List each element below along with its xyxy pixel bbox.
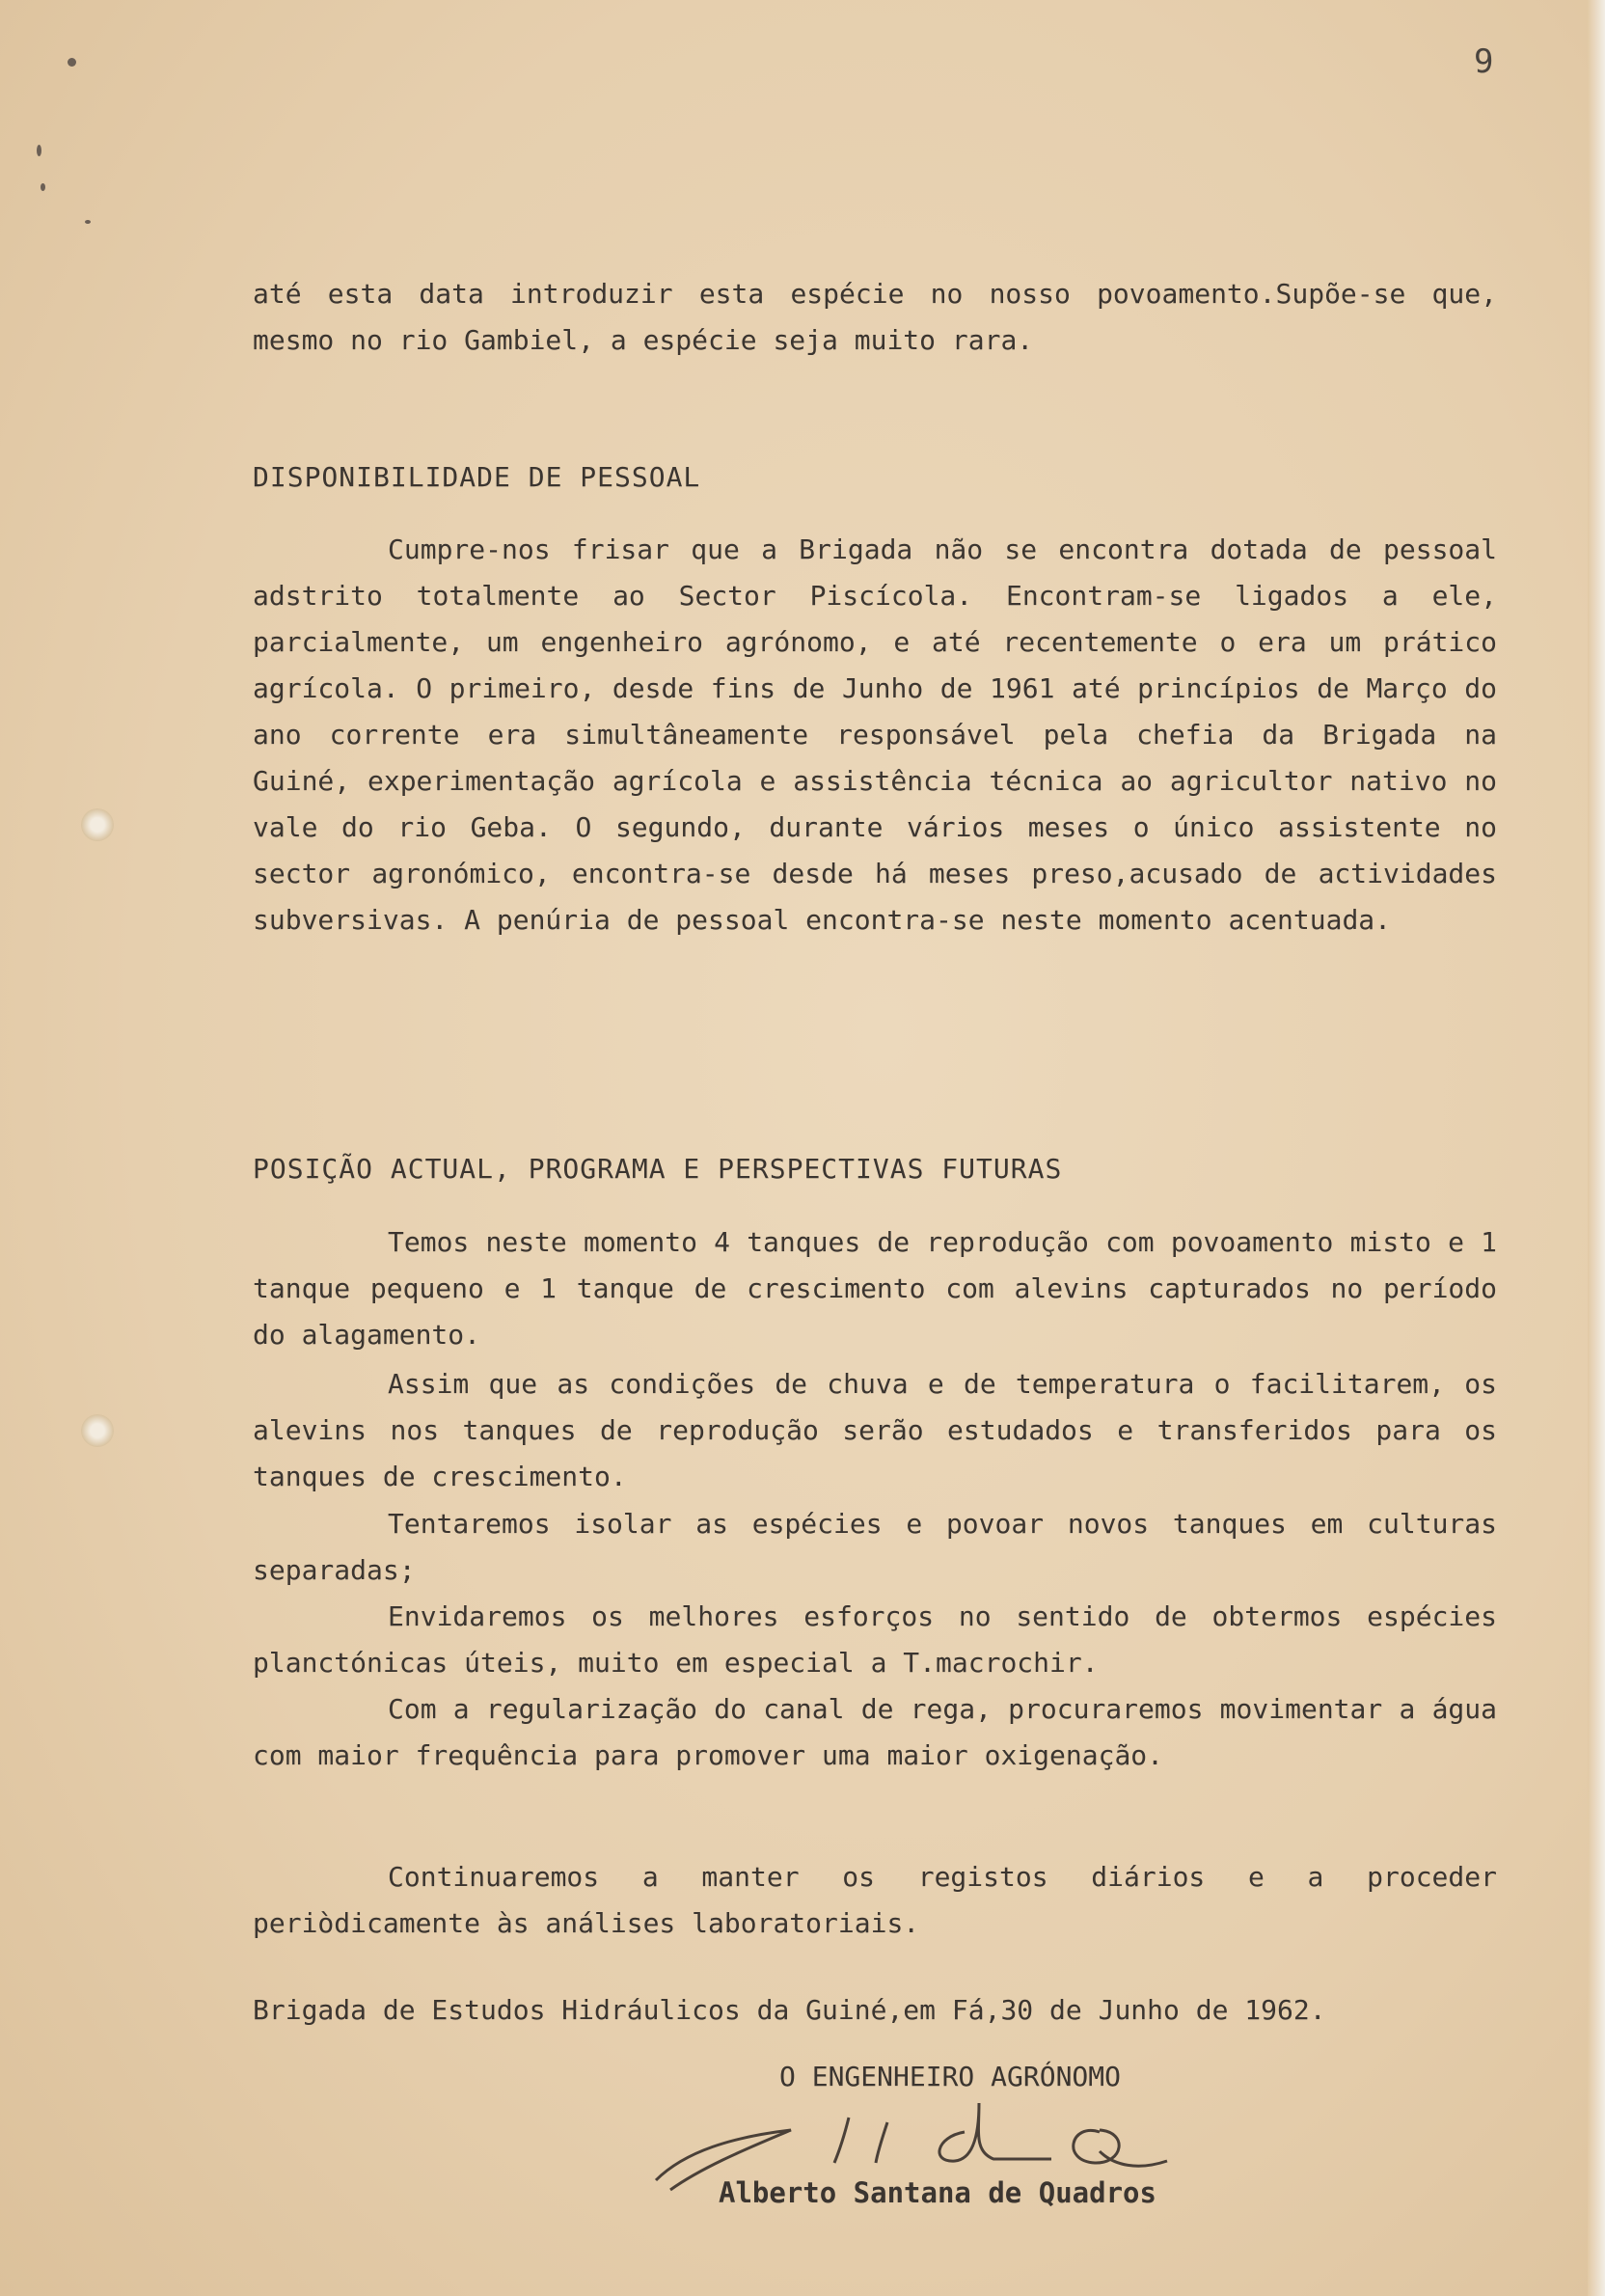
position-paragraph-5: Com a regularização do canal de rega, procuraremos movimentar a água com maior frequência para promover uma maior oxigenação. — [253, 1693, 1497, 1771]
section-heading-position: POSIÇÃO ACTUAL, PROGRAMA E PERSPECTIVAS FUTURAS — [253, 1153, 1063, 1185]
ink-speck — [85, 220, 91, 224]
signatory-title: O ENGENHEIRO AGRÓNOMO — [779, 2061, 1122, 2092]
paper-edge — [1588, 0, 1605, 2296]
position-paragraph-2: Assim que as condições de chuva e de temperatura o facilitarem, os alevins nos tanques de reprodução serão estudados e transferidos para os tanques de crescimento. — [253, 1368, 1497, 1492]
position-paragraph-1: Temos neste momento 4 tanques de reprodução com povoamento misto e 1 tanque pequeno e 1 tanque de crescimento com alevins capturados no período do alagamento. — [253, 1226, 1497, 1351]
page-number: 9 — [1474, 42, 1494, 81]
position-paragraph-4: Envidaremos os melhores esforços no sentido de obtermos espécies planctónicas úteis, muito em especial a T.macrochir. — [253, 1600, 1497, 1679]
punch-hole-top — [81, 808, 114, 841]
intro-paragraph: até esta data introduzir esta espécie no nosso povoamento.Supõe-se que, mesmo no rio Gambiel, a espécie seja muito rara. — [253, 278, 1497, 356]
position-paragraph-6: Continuaremos a manter os registos diários e a proceder periòdicamente às análises laboratoriais. — [253, 1861, 1497, 1939]
personnel-paragraph: Cumpre-nos frisar que a Brigada não se encontra dotada de pessoal adstrito totalmente ao Sector Piscícola. Encontram-se ligados a ele, parcialmente, um engenheiro agrónomo, e até recentemente o era um prático agrícola. O primeiro, desde fins de Junho de 1961 até princípios de Março do ano corrente era simultâneamente responsável pela chefia da Brigada na Guiné, experimentação agrícola e assistência técnica ao agricultor nativo no vale do rio Geba. O segundo, durante vários meses o único assistente no sector agronómico, encontra-se desde há meses preso,acusado de actividades subversivas. A penúria de pessoal encontra-se neste momento acentuada. — [253, 533, 1497, 936]
position-paragraph-3: Tentaremos isolar as espécies e povoar novos tanques em culturas separadas; — [253, 1508, 1497, 1586]
ink-speck — [37, 145, 41, 156]
ink-speck — [41, 183, 45, 191]
ink-speck — [68, 58, 76, 67]
punch-hole-bottom — [81, 1414, 114, 1447]
signatory-name: Alberto Santana de Quadros — [719, 2176, 1156, 2209]
place-date-line: Brigada de Estudos Hidráulicos da Guiné,em Fá,30 de Junho de 1962. — [253, 1994, 1326, 2026]
section-heading-personnel: DISPONIBILIDADE DE PESSOAL — [253, 461, 701, 493]
